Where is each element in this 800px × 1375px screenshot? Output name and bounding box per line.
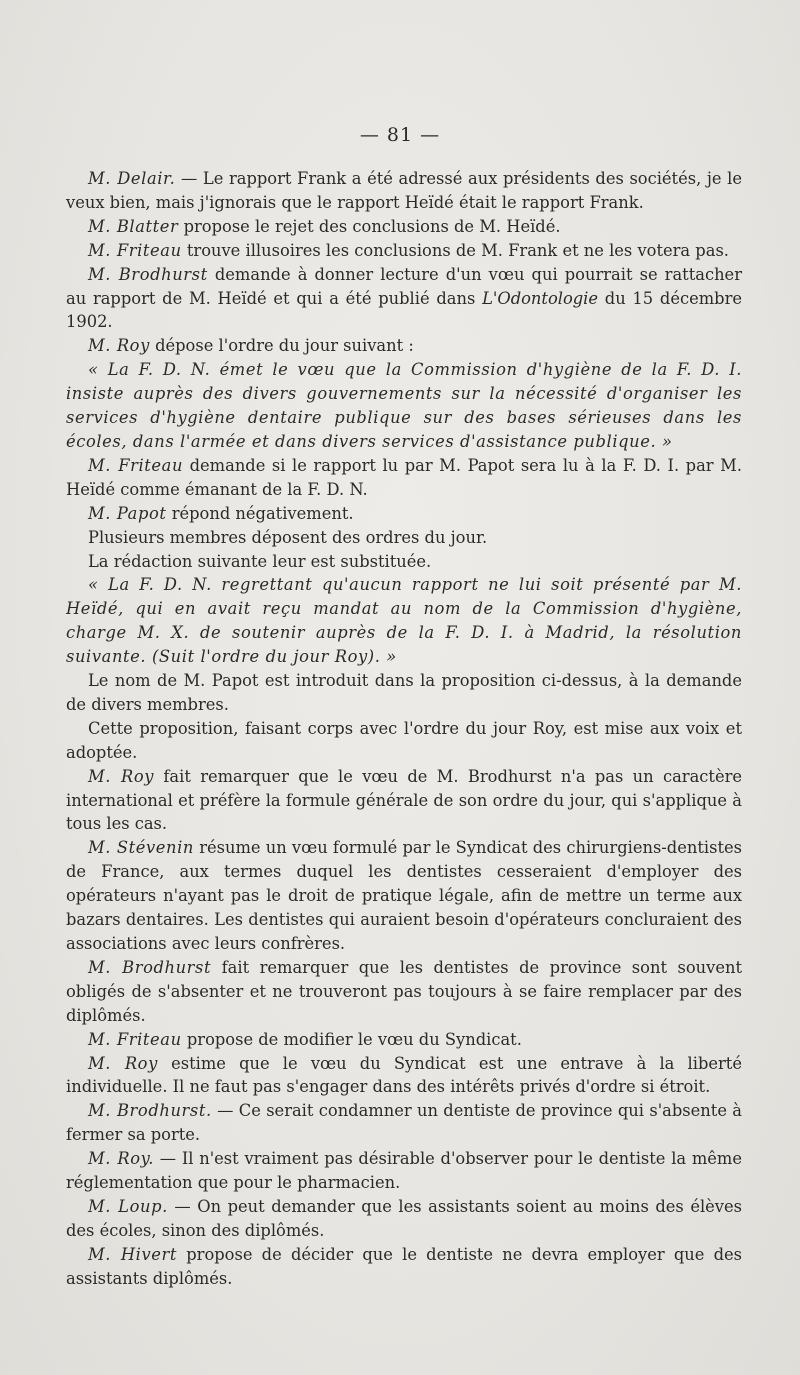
speaker-name: M. Friteau <box>88 1029 182 1049</box>
speaker-name: M. Roy <box>88 1053 158 1073</box>
speaker-name: M. Roy <box>88 766 155 786</box>
speaker-name: M. Hivert <box>88 1244 178 1264</box>
paragraph <box>66 956 742 1028</box>
journal-title: L'Odontologie <box>482 288 599 308</box>
paragraph-text: propose de modifier le vœu du Syndicat. <box>181 1029 522 1049</box>
speaker-name: M. Papot <box>88 503 167 523</box>
paragraph-text: — Ce serait condamner un dentiste de province qui s'absente à fermer sa porte. <box>66 1101 742 1145</box>
speaker-name: M. Stévenin <box>88 838 194 858</box>
paragraph-text: propose de décider que le dentiste ne devra employer que des assistants diplômés. <box>66 1244 742 1288</box>
paragraph: Le nom de M. Papot est introduit dans la proposition ci-dessus, à la demande de divers membres. <box>66 671 742 714</box>
paragraph-text: résume un vœu formulé par le Syndicat des chirurgiens-dentistes de France, aux termes duquel les dentistes cesseraient d'employer des opérateurs n'ayant pas le droit de pratique légale, afin de mettre un terme aux bazars dentaires. Les dentistes qui auraient besoin d'opérateurs concluraient des associations avec leurs confrères. <box>66 838 742 953</box>
paragraph: Cette proposition, faisant corps avec l'ordre du jour Roy, est mise aux voix et adoptée. <box>66 718 742 762</box>
paragraph <box>66 1052 742 1100</box>
paragraph-text: — Le rapport Frank a été adressé aux présidents des sociétés, je le veux bien, mais j'ignorais que le rapport Heïdé était le rapport Frank. <box>66 169 742 212</box>
paragraph <box>66 1099 742 1147</box>
paragraph <box>66 454 742 502</box>
body-text <box>66 167 742 1291</box>
paragraph-text: demande si le rapport lu par M. Papot sera lu à la F. D. I. par M. Heïdé comme émanant de la F. D. N. <box>66 455 742 499</box>
paragraph <box>66 502 742 526</box>
paragraph-text-after: du 15 décembre 1902. <box>66 288 742 332</box>
paragraph-text: fait remarquer que le vœu de M. Brodhurst n'a pas un caractère international et préfère la formule générale de son ordre du jour, qui s'applique à tous les cas. <box>66 766 743 834</box>
paragraph <box>66 239 742 263</box>
paragraph-text: — Il n'est vraiment pas désirable d'observer pour le dentiste la même réglementation que pour le pharmacien. <box>66 1149 742 1193</box>
speaker-name: M. Roy. <box>88 1149 155 1169</box>
paragraph <box>66 1243 742 1291</box>
speaker-name: M. Brodhurst <box>88 957 212 977</box>
paragraph-text: dépose l'ordre du jour suivant : <box>149 336 414 356</box>
paragraph <box>66 334 742 358</box>
paragraph <box>66 215 742 239</box>
speaker-name: M. Friteau <box>88 455 184 475</box>
paragraph-text: fait remarquer que les dentistes de province sont souvent obligés de s'absenter et ne trouveront pas toujours à se faire remplacer par des diplômés. <box>66 957 742 1025</box>
paragraph <box>66 1147 742 1195</box>
paragraph-text: répond négativement. <box>166 503 354 523</box>
paragraph-text: trouve illusoires les conclusions de M. Frank et ne les votera pas. <box>181 240 729 260</box>
paragraph: La rédaction suivante leur est substituée. <box>88 551 432 571</box>
paragraph <box>66 836 742 956</box>
paragraph-text: estime que le vœu du Syndicat est une entrave à la liberté individuelle. Il ne faut pas s'engager dans des intérêts privés d'ordre si étroit. <box>66 1053 742 1097</box>
paragraph <box>66 263 742 335</box>
paragraph <box>66 1195 742 1243</box>
speaker-name: M. Brodhurst <box>88 264 208 284</box>
paragraph <box>66 167 742 215</box>
speaker-name: M. Roy <box>88 336 150 356</box>
paragraph: Plusieurs membres déposent des ordres du jour. <box>88 527 488 547</box>
speaker-name: M. Delair. <box>88 169 176 188</box>
paragraph-text: demande à donner lecture d'un vœu qui pourrait se rattacher au rapport de M. Heïdé et qui a été publié dans <box>66 264 742 308</box>
paragraph <box>66 765 742 837</box>
speaker-name: M. Brodhurst. <box>88 1101 212 1121</box>
paragraph <box>66 1028 742 1052</box>
speaker-name: M. Blatter <box>88 216 179 236</box>
speaker-name: M. Loup. <box>88 1196 168 1216</box>
paragraph-text: — On peut demander que les assistants soient au moins des élèves des écoles, sinon des diplômés. <box>66 1196 742 1240</box>
quoted-resolution: « La F. D. N. émet le vœu que la Commission d'hygiène de la F. D. I. insiste auprès des divers gouvernements sur la nécessité d'organiser les services d'hygiène dentaire publique sur des bases sérieuses dans les écoles, dans l'armée et dans divers services d'assistance publique. » <box>66 360 742 451</box>
paragraph-text: propose le rejet des conclusions de M. Heïdé. <box>178 216 561 236</box>
speaker-name: M. Friteau <box>88 240 182 260</box>
quoted-resolution: « La F. D. N. regrettant qu'aucun rapport ne lui soit présenté par M. Heïdé, qui en avait reçu mandat au nom de la Commission d'hygiène, charge M. X. de soutenir auprès de la F. D. I. à Madrid, la résolution suivante. (Suit l'ordre du jour Roy). » <box>66 575 742 667</box>
page-number: — 81 — <box>359 124 441 146</box>
